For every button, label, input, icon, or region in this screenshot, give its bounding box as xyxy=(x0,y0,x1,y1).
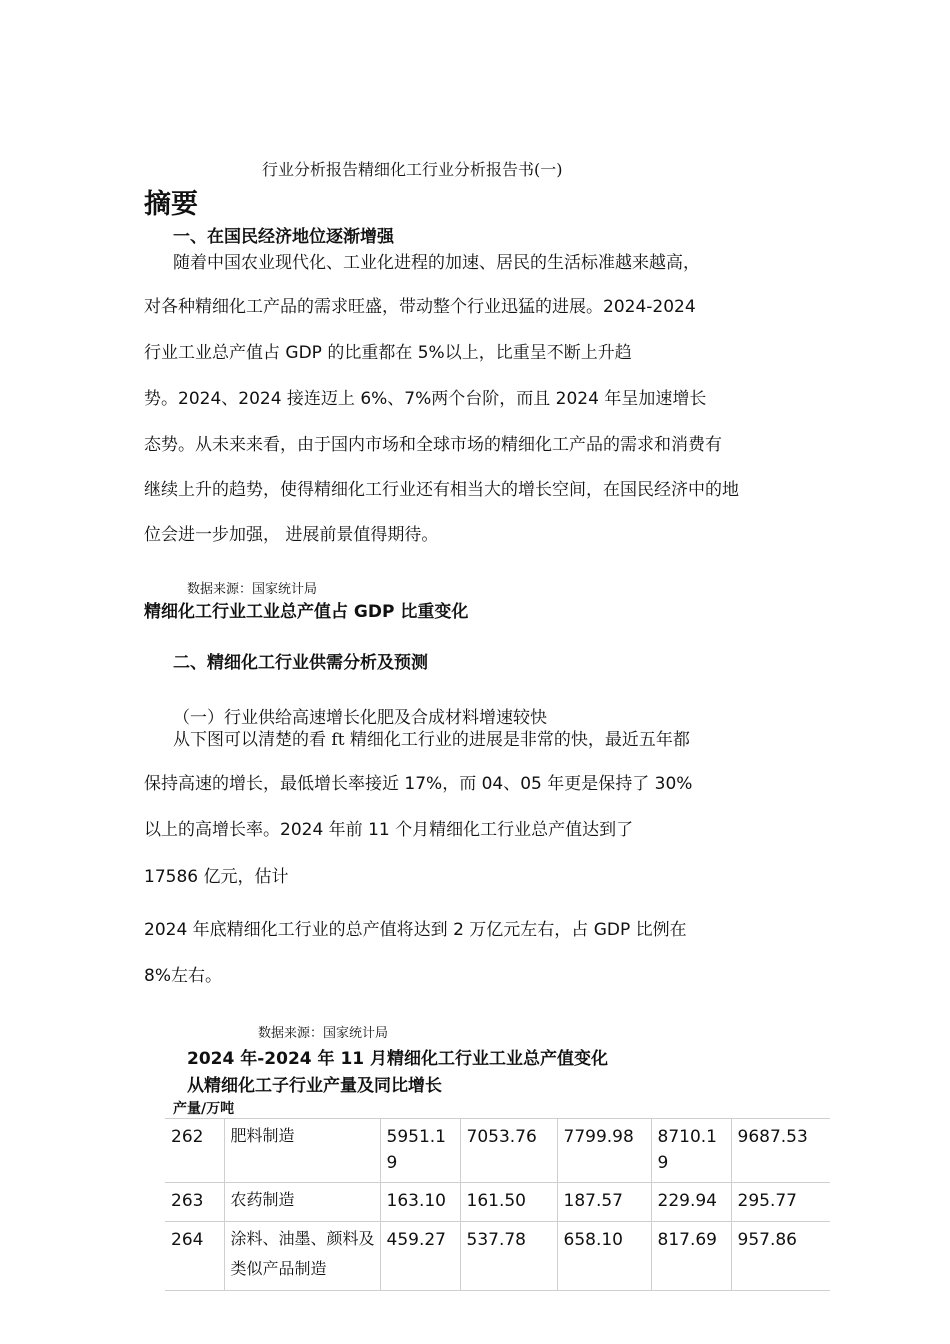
row-value: 957.86 xyxy=(731,1222,830,1291)
section2-line: 从下图可以清楚的看 ft 精细化工行业的进展是非常的快，最近五年都 xyxy=(173,730,690,750)
table-caption: 从精细化工子行业产量及同比增长 xyxy=(187,1076,442,1096)
table-unit-label: 产量/万吨 xyxy=(173,1101,235,1117)
row-value: 187.57 xyxy=(557,1183,651,1222)
section2-heading: 二、精细化工行业供需分析及预测 xyxy=(173,653,428,673)
row-value: 537.78 xyxy=(460,1222,557,1291)
row-value: 161.50 xyxy=(460,1183,557,1222)
section1-heading: 一、在国民经济地位逐渐增强 xyxy=(173,227,394,247)
row-value: 658.10 xyxy=(557,1222,651,1291)
row-value: 7053.76 xyxy=(460,1119,557,1183)
row-value: 5951.19 xyxy=(380,1119,460,1183)
row-value: 163.10 xyxy=(380,1183,460,1222)
section1-line: 态势。从未来来看，由于国内市场和全球市场的精细化工产品的需求和消费有 xyxy=(144,435,722,455)
section2-line: 以上的高增长率。2024 年前 11 个月精细化工行业总产值达到了 xyxy=(144,820,634,840)
section1-line: 势。2024、2024 接连迈上 6%、7%两个台阶，而且 2024 年呈加速增长 xyxy=(144,389,707,409)
section1-line: 继续上升的趋势，使得精细化工行业还有相当大的增长空间，在国民经济中的地 xyxy=(144,480,739,500)
section2-chart-caption: 2024 年-2024 年 11 月精细化工行业工业总产值变化 xyxy=(187,1049,609,1069)
section2-line: 17586 亿元，估计 xyxy=(144,867,289,887)
section1-line: 行业工业总产值占 GDP 的比重都在 5%以上，比重呈不断上升趋 xyxy=(144,343,632,363)
section2-subheading: （一）行业供给高速增长化肥及合成材料增速较快 xyxy=(173,708,547,728)
section2-line: 8%左右。 xyxy=(144,966,222,986)
section1-line: 位会进一步加强， 进展前景值得期待。 xyxy=(144,525,439,545)
row-value: 459.27 xyxy=(380,1222,460,1291)
abstract-heading: 摘要 xyxy=(144,189,198,220)
row-value: 229.94 xyxy=(651,1183,731,1222)
row-name: 农药制造 xyxy=(224,1183,380,1222)
row-name: 肥料制造 xyxy=(224,1119,380,1183)
section1-line: 随着中国农业现代化、工业化进程的加速、居民的生活标准越来越高， xyxy=(173,253,700,273)
section2-source-note: 数据来源：国家统计局 xyxy=(258,1026,389,1041)
document-title: 行业分析报告精细化工行业分析报告书(一) xyxy=(262,160,563,179)
table-row xyxy=(165,1222,830,1291)
table-row xyxy=(165,1183,830,1222)
section2-line: 2024 年底精细化工行业的总产值将达到 2 万亿元左右，占 GDP 比例在 xyxy=(144,920,687,940)
section1-source-note: 数据来源：国家统计局 xyxy=(187,582,318,597)
section2-line: 保持高速的增长，最低增长率接近 17%，而 04、05 年更是保持了 30% xyxy=(144,774,693,794)
row-value: 9687.53 xyxy=(731,1119,830,1183)
row-code: 264 xyxy=(165,1222,224,1291)
row-code: 263 xyxy=(165,1183,224,1222)
row-value: 295.77 xyxy=(731,1183,830,1222)
row-code: 262 xyxy=(165,1119,224,1183)
section1-line: 对各种精细化工产品的需求旺盛，带动整个行业迅猛的进展。2024-2024 xyxy=(144,297,696,317)
row-value: 7799.98 xyxy=(557,1119,651,1183)
production-table xyxy=(165,1118,830,1291)
section1-chart-caption: 精细化工行业工业总产值占 GDP 比重变化 xyxy=(144,602,469,622)
row-value: 817.69 xyxy=(651,1222,731,1291)
table-row xyxy=(165,1119,830,1183)
row-value: 8710.19 xyxy=(651,1119,731,1183)
row-name: 涂料、油墨、颜料及类似产品制造 xyxy=(224,1222,380,1291)
